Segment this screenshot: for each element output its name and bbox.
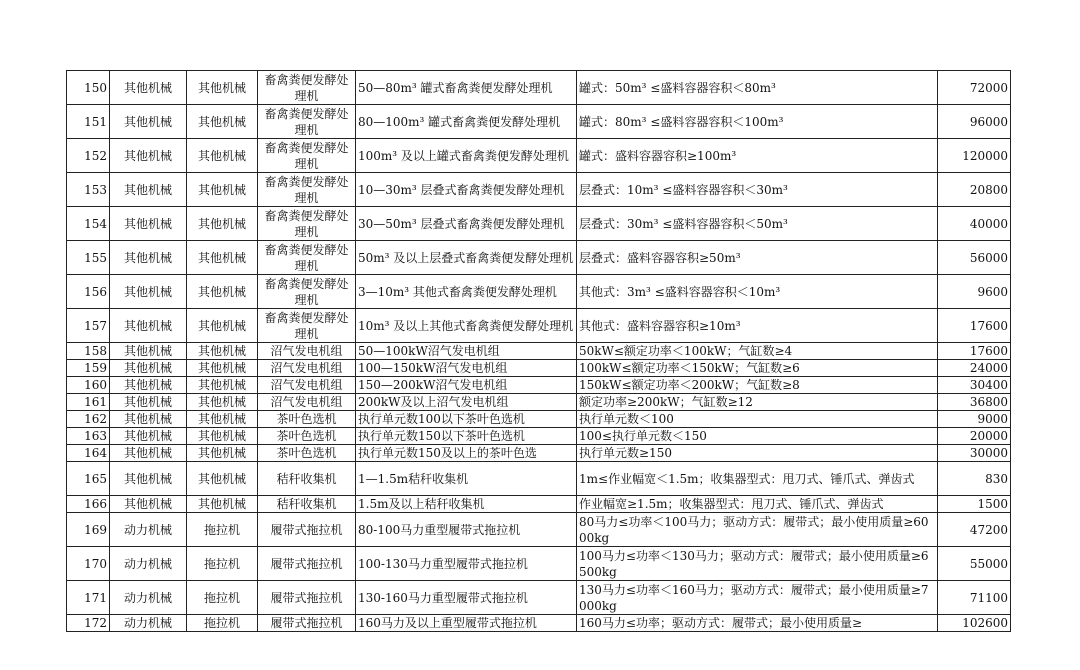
grade-name-cell: 3—10m³ 其他式畜禽粪便发酵处理机 [356, 275, 577, 309]
grade-name-cell: 50m³ 及以上层叠式畜禽粪便发酵处理机 [356, 241, 577, 275]
item-name-cell: 沼气发电机组 [258, 377, 356, 394]
category-cell: 其他机械 [110, 428, 187, 445]
item-name-cell: 茶叶色选机 [258, 445, 356, 462]
category-cell: 其他机械 [110, 105, 187, 139]
subsidy-amount-cell: 20000 [938, 428, 1011, 445]
subsidy-amount-cell: 72000 [938, 71, 1011, 105]
category-cell: 其他机械 [110, 173, 187, 207]
grade-name-cell: 80-100马力重型履带式拖拉机 [356, 513, 577, 547]
item-name-cell: 沼气发电机组 [258, 360, 356, 377]
item-name-cell: 畜禽粪便发酵处理机 [258, 241, 356, 275]
spec-cell: 130马力≤功率＜160马力；驱动方式：履带式；最小使用质量≥7000kg [577, 581, 938, 615]
item-name-cell: 秸秆收集机 [258, 496, 356, 513]
table-row [67, 139, 1011, 173]
grade-name-cell: 10—30m³ 层叠式畜禽粪便发酵处理机 [356, 173, 577, 207]
subcategory-cell: 其他机械 [187, 71, 258, 105]
item-name-cell: 秸秆收集机 [258, 462, 356, 496]
table-row [67, 547, 1011, 581]
row-number: 161 [67, 394, 110, 411]
subsidy-amount-cell: 56000 [938, 241, 1011, 275]
grade-name-cell: 执行单元数100以下茶叶色选机 [356, 411, 577, 428]
subsidy-amount-cell: 120000 [938, 139, 1011, 173]
table-row [67, 428, 1011, 445]
row-number: 162 [67, 411, 110, 428]
grade-name-cell: 执行单元数150及以上的茶叶色选 [356, 445, 577, 462]
table-row [67, 207, 1011, 241]
subcategory-cell: 其他机械 [187, 496, 258, 513]
table-body [67, 71, 1011, 632]
item-name-cell: 履带式拖拉机 [258, 547, 356, 581]
subsidy-amount-cell: 71100 [938, 581, 1011, 615]
item-name-cell: 畜禽粪便发酵处理机 [258, 275, 356, 309]
table-row [67, 360, 1011, 377]
spec-cell: 额定功率≥200kW；气缸数≥12 [577, 394, 938, 411]
item-name-cell: 畜禽粪便发酵处理机 [258, 173, 356, 207]
grade-name-cell: 80—100m³ 罐式畜禽粪便发酵处理机 [356, 105, 577, 139]
category-cell: 其他机械 [110, 241, 187, 275]
subsidy-amount-cell: 9600 [938, 275, 1011, 309]
subcategory-cell: 其他机械 [187, 173, 258, 207]
subsidy-amount-cell: 20800 [938, 173, 1011, 207]
category-cell: 其他机械 [110, 496, 187, 513]
grade-name-cell: 150—200kW沼气发电机组 [356, 377, 577, 394]
subcategory-cell: 其他机械 [187, 139, 258, 173]
spec-cell: 层叠式：30m³ ≤盛料容器容积＜50m³ [577, 207, 938, 241]
subcategory-cell: 其他机械 [187, 105, 258, 139]
subsidy-amount-cell: 30400 [938, 377, 1011, 394]
grade-name-cell: 100m³ 及以上罐式畜禽粪便发酵处理机 [356, 139, 577, 173]
grade-name-cell: 10m³ 及以上其他式畜禽粪便发酵处理机 [356, 309, 577, 343]
grade-name-cell: 100-130马力重型履带式拖拉机 [356, 547, 577, 581]
grade-name-cell: 200kW及以上沼气发电机组 [356, 394, 577, 411]
item-name-cell: 沼气发电机组 [258, 343, 356, 360]
row-number: 156 [67, 275, 110, 309]
row-number: 150 [67, 71, 110, 105]
table-row [67, 462, 1011, 496]
grade-name-cell: 100—150kW沼气发电机组 [356, 360, 577, 377]
row-number: 158 [67, 343, 110, 360]
table-row [67, 394, 1011, 411]
subcategory-cell: 其他机械 [187, 428, 258, 445]
item-name-cell: 沼气发电机组 [258, 394, 356, 411]
subcategory-cell: 其他机械 [187, 343, 258, 360]
category-cell: 动力机械 [110, 513, 187, 547]
grade-name-cell: 1—1.5m秸秆收集机 [356, 462, 577, 496]
subcategory-cell: 拖拉机 [187, 547, 258, 581]
subsidy-amount-cell: 830 [938, 462, 1011, 496]
subcategory-cell: 其他机械 [187, 309, 258, 343]
spec-cell: 80马力≤功率＜100马力；驱动方式：履带式；最小使用质量≥6000kg [577, 513, 938, 547]
subsidy-amount-cell: 1500 [938, 496, 1011, 513]
spec-cell: 层叠式：10m³ ≤盛料容器容积＜30m³ [577, 173, 938, 207]
table-row [67, 71, 1011, 105]
row-number: 154 [67, 207, 110, 241]
spec-cell: 执行单元数≥150 [577, 445, 938, 462]
spec-cell: 层叠式：盛料容器容积≥50m³ [577, 241, 938, 275]
grade-name-cell: 50—100kW沼气发电机组 [356, 343, 577, 360]
category-cell: 其他机械 [110, 139, 187, 173]
row-number: 160 [67, 377, 110, 394]
category-cell: 其他机械 [110, 377, 187, 394]
subsidy-amount-cell: 17600 [938, 309, 1011, 343]
spec-cell: 罐式：盛料容器容积≥100m³ [577, 139, 938, 173]
category-cell: 其他机械 [110, 71, 187, 105]
spec-cell: 罐式：50m³ ≤盛料容器容积＜80m³ [577, 71, 938, 105]
category-cell: 其他机械 [110, 445, 187, 462]
table-row [67, 615, 1011, 632]
category-cell: 其他机械 [110, 309, 187, 343]
item-name-cell: 茶叶色选机 [258, 428, 356, 445]
spec-cell: 100kW≤额定功率＜150kW；气缸数≥6 [577, 360, 938, 377]
grade-name-cell: 50—80m³ 罐式畜禽粪便发酵处理机 [356, 71, 577, 105]
subsidy-amount-cell: 96000 [938, 105, 1011, 139]
spec-cell: 其他式：3m³ ≤盛料容器容积＜10m³ [577, 275, 938, 309]
table-row [67, 411, 1011, 428]
category-cell: 其他机械 [110, 462, 187, 496]
spec-cell: 100马力≤功率＜130马力；驱动方式：履带式；最小使用质量≥6500kg [577, 547, 938, 581]
spec-cell: 执行单元数＜100 [577, 411, 938, 428]
spec-cell: 160马力≤功率；驱动方式：履带式；最小使用质量≥ [577, 615, 938, 632]
item-name-cell: 畜禽粪便发酵处理机 [258, 139, 356, 173]
grade-name-cell: 1.5m及以上秸秆收集机 [356, 496, 577, 513]
table-row [67, 496, 1011, 513]
subsidy-amount-cell: 17600 [938, 343, 1011, 360]
subcategory-cell: 其他机械 [187, 462, 258, 496]
table-row [67, 343, 1011, 360]
row-number: 163 [67, 428, 110, 445]
row-number: 157 [67, 309, 110, 343]
spec-cell: 罐式：80m³ ≤盛料容器容积＜100m³ [577, 105, 938, 139]
grade-name-cell: 160马力及以上重型履带式拖拉机 [356, 615, 577, 632]
subsidy-amount-cell: 9000 [938, 411, 1011, 428]
table-row [67, 105, 1011, 139]
category-cell: 其他机械 [110, 411, 187, 428]
item-name-cell: 履带式拖拉机 [258, 615, 356, 632]
category-cell: 其他机械 [110, 275, 187, 309]
row-number: 164 [67, 445, 110, 462]
subcategory-cell: 其他机械 [187, 360, 258, 377]
subcategory-cell: 拖拉机 [187, 513, 258, 547]
subsidy-amount-cell: 40000 [938, 207, 1011, 241]
row-number: 152 [67, 139, 110, 173]
row-number: 165 [67, 462, 110, 496]
subsidy-amount-cell: 36800 [938, 394, 1011, 411]
subcategory-cell: 拖拉机 [187, 615, 258, 632]
row-number: 166 [67, 496, 110, 513]
category-cell: 动力机械 [110, 581, 187, 615]
subcategory-cell: 其他机械 [187, 275, 258, 309]
subsidy-amount-cell: 24000 [938, 360, 1011, 377]
item-name-cell: 畜禽粪便发酵处理机 [258, 71, 356, 105]
subsidy-amount-cell: 55000 [938, 547, 1011, 581]
table-row [67, 581, 1011, 615]
row-number: 170 [67, 547, 110, 581]
grade-name-cell: 执行单元数150以下茶叶色选机 [356, 428, 577, 445]
row-number: 169 [67, 513, 110, 547]
subsidy-amount-cell: 30000 [938, 445, 1011, 462]
item-name-cell: 履带式拖拉机 [258, 513, 356, 547]
spec-cell: 1m≤作业幅宽＜1.5m；收集器型式：甩刀式、锤爪式、弹齿式 [577, 462, 938, 496]
spec-cell: 其他式：盛料容器容积≥10m³ [577, 309, 938, 343]
spec-cell: 50kW≤额定功率＜100kW；气缸数≥4 [577, 343, 938, 360]
grade-name-cell: 30—50m³ 层叠式畜禽粪便发酵处理机 [356, 207, 577, 241]
item-name-cell: 畜禽粪便发酵处理机 [258, 105, 356, 139]
category-cell: 其他机械 [110, 343, 187, 360]
row-number: 159 [67, 360, 110, 377]
table-row [67, 377, 1011, 394]
table-row [67, 445, 1011, 462]
category-cell: 动力机械 [110, 547, 187, 581]
grade-name-cell: 130-160马力重型履带式拖拉机 [356, 581, 577, 615]
category-cell: 动力机械 [110, 615, 187, 632]
category-cell: 其他机械 [110, 394, 187, 411]
item-name-cell: 畜禽粪便发酵处理机 [258, 309, 356, 343]
spec-cell: 100≤执行单元数＜150 [577, 428, 938, 445]
row-number: 151 [67, 105, 110, 139]
subcategory-cell: 其他机械 [187, 445, 258, 462]
category-cell: 其他机械 [110, 360, 187, 377]
row-number: 153 [67, 173, 110, 207]
table-row [67, 241, 1011, 275]
table-row [67, 173, 1011, 207]
subsidy-table [66, 70, 1011, 632]
subcategory-cell: 其他机械 [187, 207, 258, 241]
row-number: 171 [67, 581, 110, 615]
row-number: 172 [67, 615, 110, 632]
subcategory-cell: 其他机械 [187, 394, 258, 411]
subcategory-cell: 其他机械 [187, 241, 258, 275]
item-name-cell: 茶叶色选机 [258, 411, 356, 428]
category-cell: 其他机械 [110, 207, 187, 241]
row-number: 155 [67, 241, 110, 275]
item-name-cell: 履带式拖拉机 [258, 581, 356, 615]
subsidy-amount-cell: 47200 [938, 513, 1011, 547]
subcategory-cell: 其他机械 [187, 377, 258, 394]
table-row [67, 275, 1011, 309]
spec-cell: 作业幅宽≥1.5m；收集器型式：甩刀式、锤爪式、弹齿式 [577, 496, 938, 513]
spec-cell: 150kW≤额定功率＜200kW；气缸数≥8 [577, 377, 938, 394]
subcategory-cell: 拖拉机 [187, 581, 258, 615]
table-row [67, 513, 1011, 547]
item-name-cell: 畜禽粪便发酵处理机 [258, 207, 356, 241]
table-row [67, 309, 1011, 343]
subcategory-cell: 其他机械 [187, 411, 258, 428]
subsidy-amount-cell: 102600 [938, 615, 1011, 632]
